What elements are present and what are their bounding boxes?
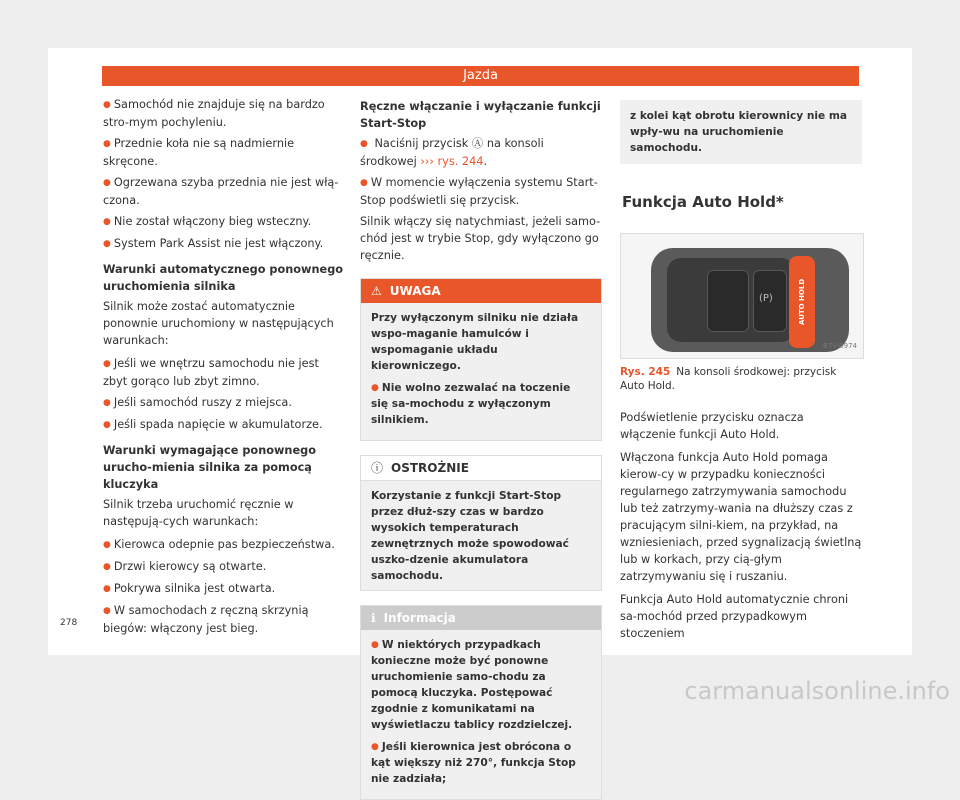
list-item: ● W niektórych przypadkach konieczne może być ponowne uruchomienie samo-chodu za pomocą kluczyka. Postępować zgodnie z komunikatami na wyświetlaczu tablicy rozdzielczej. xyxy=(371,637,591,733)
figure-link[interactable]: rys. 244 xyxy=(437,155,484,168)
paragraph: Włączona funkcja Auto Hold pomaga kierow-cy w przypadku konieczności regularnego zatrzymywania samochodu lub też zatrzymy-wania na dłuższy czas z pracującym silni-kiem, na przykład, na wzniesieniach, przed sygnalizacją świetlną lub w korkach, przy cią-głym zatrzymywaniu się i ruszaniu. xyxy=(620,451,862,583)
watermark: carmanualsonline.info xyxy=(684,677,950,705)
warning-box xyxy=(360,278,602,441)
figure-code: B7V-0974 xyxy=(823,342,857,350)
list-item: ● Drzwi kierowcy są otwarte. xyxy=(103,558,345,576)
exclamation-circle-icon: ⓘ xyxy=(371,461,384,475)
heading-auto-restart: Warunki automatycznego ponownego uruchomienia silnika xyxy=(103,263,344,293)
paragraph: Podświetlenie przycisku oznacza włączenie funkcji Auto Hold. xyxy=(620,411,804,441)
warning-bullet: ● Nie wolno zezwalać na toczenie się sa-mochodu z wyłączonym silnikiem. xyxy=(371,380,591,428)
heading-manual-start-stop: Ręczne włączanie i wyłączanie funkcji Start-Stop xyxy=(360,100,601,130)
column-left xyxy=(103,96,345,641)
info-header: ℹ Informacja xyxy=(361,606,601,630)
list-item: ● Jeśli samochód ruszy z miejsca. xyxy=(103,394,345,412)
page-number: 278 xyxy=(60,618,78,628)
list-item: ● W momencie wyłączenia systemu Start-Stop podświetli się przycisk. xyxy=(360,174,602,209)
auto-hold-button: AUTO HOLD xyxy=(789,256,815,348)
heading-key-restart: Warunki wymagające ponownego urucho-mienia silnika za pomocą kluczyka xyxy=(103,444,316,491)
warning-text: Przy wyłączonym silniku nie działa wspo-maganie hamulców i wspomaganie układu kierowniczego. xyxy=(371,312,579,372)
paragraph: Funkcja Auto Hold automatycznie chroni sa-mochód przed przypadkowym stoczeniem xyxy=(620,593,849,640)
paragraph: Silnik włączy się natychmiast, jeżeli samo-chód jest w trybie Stop, gdy wyłączono go ręcznie. xyxy=(360,215,601,262)
parking-brake-icon: (P) xyxy=(759,293,773,304)
caution-text: Korzystanie z funkcji Start-Stop przez dłuż-szy czas w bardzo wysokich temperaturach zewnętrznych może spowodować uszko-dzenie akumulatora samochodu. xyxy=(361,481,601,590)
page-header: Jazda xyxy=(102,66,859,86)
list-item: ● Naciśnij przycisk Ⓐ na konsoli środkowej ››› rys. 244. xyxy=(360,135,602,170)
section-title-auto-hold: Funkcja Auto Hold* xyxy=(622,193,784,211)
list-item: ● Ogrzewana szyba przednia nie jest włą-czona. xyxy=(103,174,345,209)
arrow-ref: ››› xyxy=(420,155,434,168)
warning-header: ⚠ UWAGA xyxy=(361,279,601,303)
info-continuation: z kolei kąt obrotu kierownicy nie ma wpły-wu na uruchomienie samochodu. xyxy=(620,100,862,164)
list-item: ● Jeśli we wnętrzu samochodu nie jest zbyt gorąco lub zbyt zimno. xyxy=(103,355,345,390)
list-item: ● Kierowca odepnie pas bezpieczeństwa. xyxy=(103,536,345,554)
list-item: ● Samochód nie znajduje się na bardzo stro-mym pochyleniu. xyxy=(103,96,345,131)
figure-caption: Rys. 245 Na konsoli środkowej: przycisk Auto Hold. xyxy=(620,366,837,392)
caution-box xyxy=(360,455,602,591)
warning-icon: ⚠ xyxy=(371,284,382,298)
list-item: ● Jeśli kierownica jest obrócona o kąt większy niż 270°, funkcja Stop nie zadziała; xyxy=(371,739,591,787)
list-item: ● System Park Assist nie jest włączony. xyxy=(103,235,345,253)
list-item: ● Przednie koła nie są nadmiernie skręcone. xyxy=(103,135,345,170)
column-right xyxy=(620,96,862,648)
start-stop-icon: Ⓐ xyxy=(471,137,484,150)
list-item: ● Nie został włączony bieg wsteczny. xyxy=(103,213,345,231)
paragraph: Silnik może zostać automatycznie ponownie uruchomiony w następujących warunkach: xyxy=(103,300,334,347)
list-item: ● W samochodach z ręczną skrzynią biegów: włączony jest bieg. xyxy=(103,602,345,637)
caution-header: ⓘ OSTROŻNIE xyxy=(361,456,601,481)
list-item: ● Jeśli spada napięcie w akumulatorze. xyxy=(103,416,345,434)
console-button xyxy=(707,270,749,332)
info-icon: ℹ xyxy=(371,611,376,625)
list-item: ● Pokrywa silnika jest otwarta. xyxy=(103,580,345,598)
paragraph: Silnik trzeba uruchomić ręcznie w następują-cych warunkach: xyxy=(103,498,294,528)
figure-auto-hold xyxy=(620,233,864,359)
